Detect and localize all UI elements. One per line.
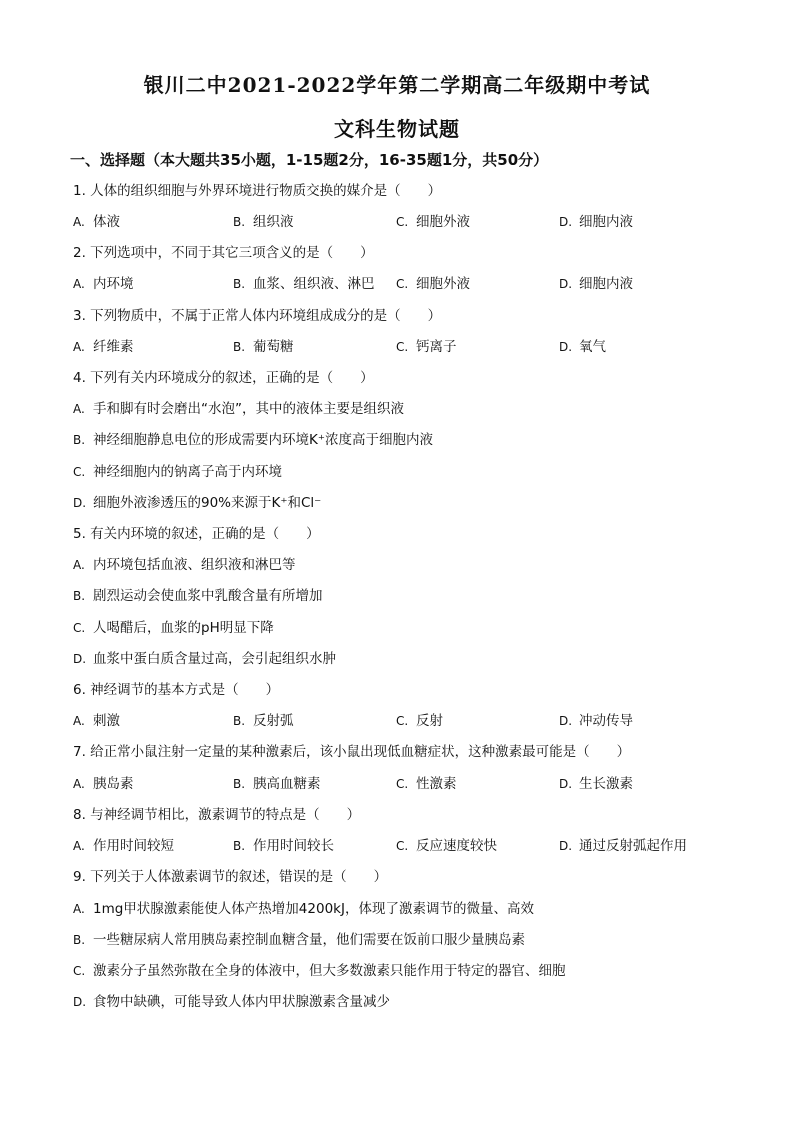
option-b: B. 胰高血糖素 xyxy=(233,776,321,792)
option-b: B. 反射弧 xyxy=(233,713,294,729)
option-d: D. 冲动传导 xyxy=(559,713,633,729)
question-2-options xyxy=(73,274,723,294)
section-heading: 一、选择题（本大题共35小题，1-15题2分，16-35题1分，共50分） xyxy=(70,151,549,169)
option-d: D. 血浆中蛋白质含量过高，会引起组织水肿 xyxy=(73,651,336,667)
option-d: D. 食物中缺碘，可能导致人体内甲状腺激素含量减少 xyxy=(73,994,390,1010)
option-a: A. 手和脚有时会磨出“水泡”，其中的液体主要是组织液 xyxy=(73,401,404,417)
question-3-stem: 3. 下列物质中，不属于正常人体内环境组成成分的是（ ） xyxy=(73,308,442,324)
question-8-stem: 8. 与神经调节相比，激素调节的特点是（ ） xyxy=(73,807,361,823)
question-6-options xyxy=(73,711,723,731)
question-1-options xyxy=(73,212,723,232)
option-a: A. 胰岛素 xyxy=(73,776,134,792)
question-6-stem: 6. 神经调节的基本方式是（ ） xyxy=(73,682,280,698)
option-b: B. 剧烈运动会使血浆中乳酸含量有所增加 xyxy=(73,588,323,604)
option-b: B. 一些糖尿病人常用胰岛素控制血糖含量，他们需要在饭前口服少量胰岛素 xyxy=(73,932,525,948)
option-c: C. 细胞外液 xyxy=(396,214,470,230)
option-a: A. 刺激 xyxy=(73,713,120,729)
question-7-stem: 7. 给正常小鼠注射一定量的某种激素后，该小鼠出现低血糖症状，这种激素最可能是（ ） xyxy=(73,744,631,760)
option-c: C. 激素分子虽然弥散在全身的体液中，但大多数激素只能作用于特定的器官、细胞 xyxy=(73,963,566,979)
question-5-stem: 5. 有关内环境的叙述，正确的是（ ） xyxy=(73,526,320,542)
option-c: C. 细胞外液 xyxy=(396,276,470,292)
option-c: C. 人喝醋后，血浆的pH明显下降 xyxy=(73,620,274,636)
option-a: A. 1mg甲状腺激素能使人体产热增加4200kJ，体现了激素调节的微量、高效 xyxy=(73,901,534,917)
exam-subtitle: 文科生物试题 xyxy=(334,117,460,141)
question-9-stem: 9. 下列关于人体激素调节的叙述，错误的是（ ） xyxy=(73,869,388,885)
option-b: B. 血浆、组织液、淋巴 xyxy=(233,276,375,292)
option-c: C. 反应速度较快 xyxy=(396,838,497,854)
question-1-stem: 1. 人体的组织细胞与外界环境进行物质交换的媒介是（ ） xyxy=(73,183,442,199)
exam-title: 银川二中2021-2022学年第二学期高二年级期中考试 xyxy=(143,73,651,97)
option-c: C. 钙离子 xyxy=(396,339,457,355)
question-8-options xyxy=(73,836,723,856)
option-d: D. 生长激素 xyxy=(559,776,633,792)
option-a: A. 纤维素 xyxy=(73,339,134,355)
option-d: D. 细胞外液渗透压的90%来源于K⁺和Cl⁻ xyxy=(73,495,322,511)
option-c: C. 性激素 xyxy=(396,776,457,792)
option-a: A. 作用时间较短 xyxy=(73,838,174,854)
question-2-stem: 2. 下列选项中，不同于其它三项含义的是（ ） xyxy=(73,245,374,261)
option-d: D. 细胞内液 xyxy=(559,276,633,292)
question-4-stem: 4. 下列有关内环境成分的叙述，正确的是（ ） xyxy=(73,370,374,386)
option-b: B. 神经细胞静息电位的形成需要内环境K⁺浓度高于细胞内液 xyxy=(73,432,433,448)
question-7-options xyxy=(73,774,723,794)
option-d: D. 细胞内液 xyxy=(559,214,633,230)
option-b: B. 葡萄糖 xyxy=(233,339,294,355)
option-a: A. 内环境 xyxy=(73,276,134,292)
question-3-options xyxy=(73,337,723,357)
option-c: C. 神经细胞内的钠离子高于内环境 xyxy=(73,464,282,480)
option-b: B. 组织液 xyxy=(233,214,294,230)
option-a: A. 内环境包括血液、组织液和淋巴等 xyxy=(73,557,296,573)
option-d: D. 通过反射弧起作用 xyxy=(559,838,687,854)
option-b: B. 作用时间较长 xyxy=(233,838,334,854)
option-c: C. 反射 xyxy=(396,713,443,729)
option-a: A. 体液 xyxy=(73,214,120,230)
option-d: D. 氧气 xyxy=(559,339,606,355)
